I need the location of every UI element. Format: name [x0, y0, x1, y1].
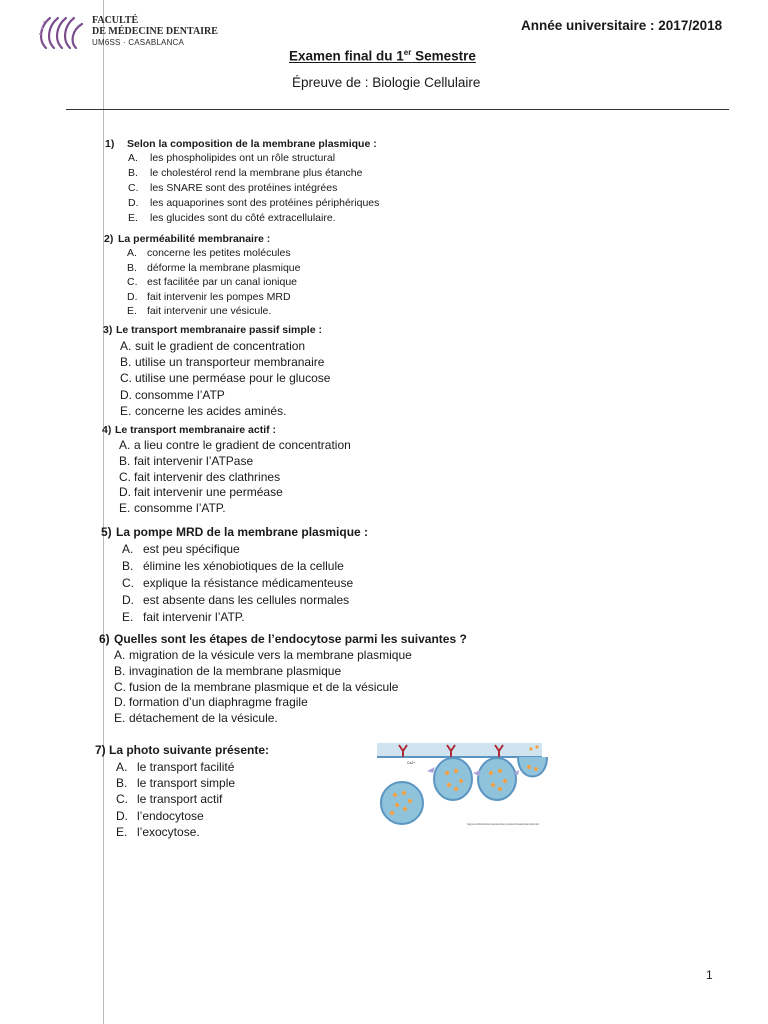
option-a	[122, 541, 368, 558]
question-title	[95, 741, 269, 759]
faculty-line-2: DE MÉDECINE DENTAIRE	[92, 26, 218, 37]
option-text: le transport actif	[137, 792, 223, 807]
option-text: détachement de la vésicule.	[129, 711, 278, 726]
option-text: les glucides sont du côté extracellulaire.	[150, 212, 336, 224]
option-key: A.	[128, 152, 138, 164]
option-text: fait intervenir une perméase	[134, 485, 283, 500]
option-text: les SNARE sont des protéines intégrées	[150, 182, 338, 194]
option-d	[120, 387, 330, 403]
option-text: le transport simple	[137, 776, 236, 791]
option-key: D.	[128, 197, 139, 209]
option-text: consomme l’ATP.	[134, 501, 226, 516]
question-4	[102, 423, 351, 517]
option-b	[128, 166, 379, 181]
question-2	[104, 232, 301, 319]
option-a	[116, 759, 269, 775]
option-c	[119, 470, 351, 486]
option-key: A.	[120, 339, 132, 353]
option-e	[119, 501, 351, 517]
option-key: E.	[119, 501, 131, 516]
faculty-logo	[36, 12, 86, 52]
option-d	[119, 485, 351, 501]
option-key: D.	[119, 485, 131, 500]
option-b	[127, 261, 301, 276]
option-b	[114, 664, 467, 680]
option-text: migration de la vésicule vers la membrane plasmique	[129, 648, 412, 662]
option-text: explique la résistance médicamenteuse	[143, 576, 354, 590]
option-key: B.	[127, 261, 137, 274]
header-divider	[66, 109, 729, 110]
question-text: Selon la composition de la membrane plasmique :	[127, 138, 377, 150]
question-text: La pompe MRD de la membrane plasmique :	[116, 525, 369, 539]
option-text: l’endocytose	[137, 808, 204, 823]
option-c	[114, 680, 467, 696]
option-key: D.	[122, 593, 134, 607]
option-c	[122, 575, 368, 592]
question-text: La perméabilité membranaire :	[118, 233, 271, 245]
question-title	[99, 630, 467, 648]
arrow-icon	[427, 767, 435, 773]
question-title	[101, 523, 368, 541]
option-d	[114, 695, 467, 711]
option-key: E.	[127, 305, 137, 318]
vesicle-illustration	[377, 743, 542, 842]
option-text: consomme l’ATP	[135, 387, 225, 402]
option-b	[120, 354, 330, 370]
question-title	[102, 423, 351, 438]
question-3	[103, 323, 330, 419]
option-text: fait intervenir des clathrines	[134, 469, 281, 484]
option-key: D.	[114, 695, 126, 710]
question-number: 6)	[99, 632, 110, 646]
option-key: A.	[122, 542, 134, 556]
option-key: A.	[127, 247, 137, 259]
question-text: Le transport membranaire actif :	[115, 424, 277, 436]
option-text: élimine les xénobiotiques de la cellule	[143, 559, 344, 573]
vesicle-1	[381, 782, 423, 824]
option-key: D.	[116, 808, 128, 823]
option-a	[127, 246, 301, 261]
option-key: A.	[116, 760, 128, 774]
option-key: D.	[127, 290, 138, 303]
option-text: le transport facilité	[137, 760, 235, 774]
option-key: E.	[116, 824, 128, 839]
page-number: 1	[706, 968, 713, 982]
option-text: fusion de la membrane plasmique et de la vésicule	[129, 679, 399, 694]
option-e	[116, 824, 269, 840]
question-5	[101, 523, 368, 626]
option-text: l’exocytose.	[137, 824, 200, 839]
option-d	[116, 808, 269, 824]
option-key: E.	[122, 610, 134, 624]
option-text: fait intervenir l’ATPase	[134, 453, 254, 468]
option-e	[120, 403, 330, 419]
figure-caption: Studying neurons, Südhof described how the large-release machinery communicates with the associated regulatory machinery which	[467, 822, 540, 826]
option-text: les aquaporines sont des protéines périphériques	[150, 197, 380, 209]
option-text: a lieu contre le gradient de concentration	[134, 438, 351, 452]
option-key: C.	[119, 469, 131, 484]
option-text: fait intervenir l’ATP.	[143, 610, 245, 624]
option-a	[114, 648, 467, 664]
option-text: fait intervenir une vésicule.	[147, 305, 272, 318]
option-d	[122, 592, 368, 609]
option-key: B.	[120, 355, 132, 370]
option-a	[128, 151, 379, 166]
option-key: B.	[119, 453, 131, 468]
option-text: concerne les acides aminés.	[135, 403, 287, 418]
question-text: Quelles sont les étapes de l’endocytose parmi les suivantes ?	[114, 632, 467, 646]
option-key: C.	[120, 371, 132, 386]
exam-title-suffix: Semestre	[411, 48, 476, 64]
option-key: E.	[128, 212, 138, 224]
option-text: suit le gradient de concentration	[135, 339, 306, 353]
option-a	[119, 438, 351, 454]
faculty-name	[92, 15, 218, 48]
option-text: est peu spécifique	[143, 542, 240, 556]
exam-subject: Épreuve de : Biologie Cellulaire	[292, 75, 481, 90]
option-key: C.	[122, 576, 134, 590]
option-key: D.	[120, 387, 132, 402]
option-b	[122, 558, 368, 575]
question-number: 4)	[102, 424, 112, 436]
exam-title	[289, 48, 476, 64]
vesicle-3	[478, 758, 516, 800]
question-number: 5)	[101, 525, 112, 539]
option-key: A.	[114, 648, 126, 662]
option-key: C.	[127, 276, 138, 289]
option-text: utilise une perméase pour le glucose	[135, 371, 331, 386]
question-number: 3)	[103, 324, 113, 336]
figure-label: Ca2+	[407, 761, 416, 765]
option-text: déforme la membrane plasmique	[147, 261, 301, 274]
faculty-line-1: FACULTÉ	[92, 15, 139, 26]
option-e	[122, 609, 368, 626]
question-1	[105, 137, 379, 226]
exam-title-sup: er	[403, 48, 412, 57]
option-d	[127, 290, 301, 305]
question-title	[105, 137, 379, 151]
question-title	[103, 323, 330, 338]
question-text: Le transport membranaire passif simple :	[116, 324, 322, 336]
academic-year: Année universitaire : 2017/2018	[521, 18, 723, 33]
faculty-line-3: UM6SS · CASABLANCA	[92, 38, 185, 47]
option-text: concerne les petites molécules	[147, 247, 291, 259]
question-title	[104, 232, 301, 246]
option-key: C.	[114, 679, 126, 694]
option-b	[119, 454, 351, 470]
option-key: C.	[116, 792, 128, 807]
exam-title-prefix: Examen final du 1	[289, 48, 404, 64]
option-d	[128, 196, 379, 211]
option-key: C.	[128, 182, 139, 194]
option-c	[116, 791, 269, 807]
option-text: est absente dans les cellules normales	[143, 593, 350, 607]
option-key: E.	[114, 711, 126, 726]
vesicle-4	[518, 757, 547, 777]
option-e	[127, 304, 301, 319]
option-text: utilise un transporteur membranaire	[135, 355, 325, 370]
option-text: formation d’un diaphragme fragile	[129, 695, 308, 710]
question-6	[99, 630, 467, 727]
option-e	[128, 211, 379, 226]
option-key: B.	[122, 559, 134, 573]
question-text: La photo suivante présente:	[109, 743, 270, 757]
option-c	[128, 181, 379, 196]
question-number: 1)	[105, 138, 115, 150]
option-key: B.	[114, 663, 126, 678]
vesicle-2	[434, 758, 472, 800]
question-number: 7)	[95, 743, 106, 757]
option-key: B.	[116, 776, 128, 791]
option-text: les phospholipides ont un rôle structural	[150, 152, 336, 164]
option-text: fait intervenir les pompes MRD	[147, 290, 291, 303]
question-number: 2)	[104, 233, 114, 245]
option-key: A.	[119, 438, 131, 452]
option-c	[127, 275, 301, 290]
option-text: invagination de la membrane plasmique	[129, 663, 342, 678]
option-e	[114, 711, 467, 727]
option-key: E.	[120, 403, 132, 418]
option-text: le cholestérol rend la membrane plus étanche	[150, 167, 363, 179]
option-text: est facilitée par un canal ionique	[147, 276, 298, 289]
question-7	[95, 741, 269, 840]
option-c	[120, 370, 330, 386]
option-key: B.	[128, 167, 138, 179]
option-a	[120, 338, 330, 354]
option-b	[116, 775, 269, 791]
